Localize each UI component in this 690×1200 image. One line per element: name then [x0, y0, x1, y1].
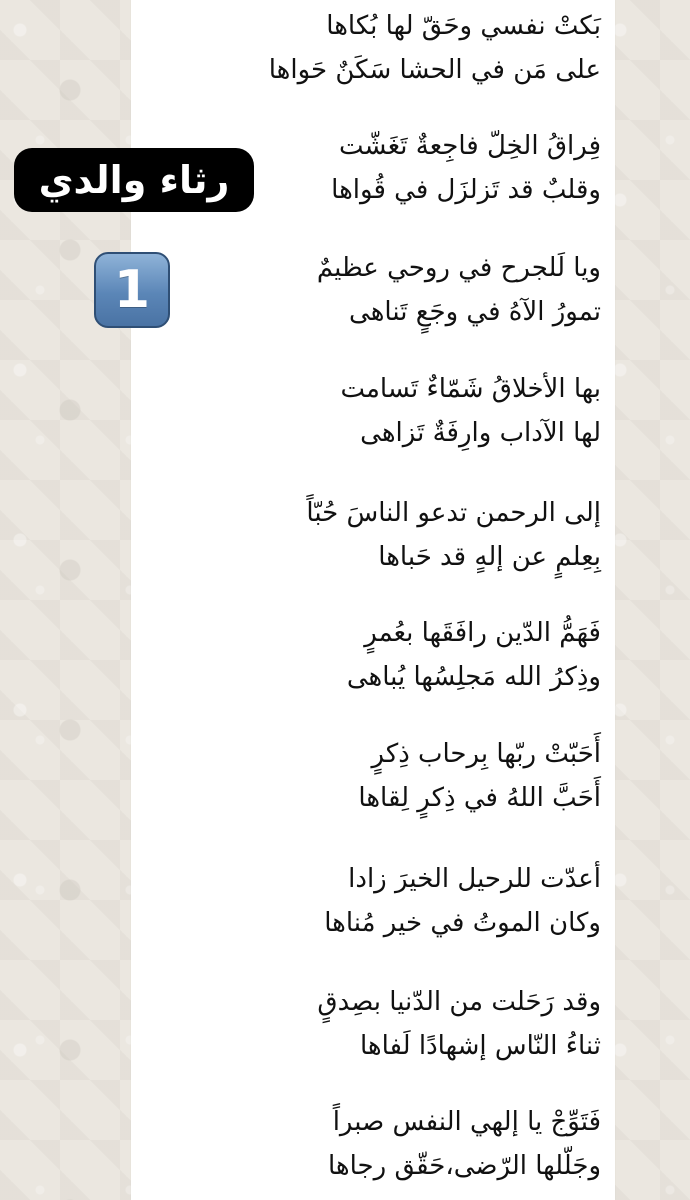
verse-line: بَكتْ نفسي وحَقّ لها بُكاها: [326, 11, 601, 41]
verse-line: بِعِلمٍ عن إلهٍ قد حَباها: [378, 542, 601, 572]
verse: [161, 611, 601, 699]
verse-line: ثناءُ النّاس إشهادًا لَفاها: [359, 1031, 601, 1061]
verse-line: بها الأخلاقُ شَمّاءٌ تَسامت: [340, 374, 601, 404]
verse-line: فَهَمُّ الدّين رافَقَها بعُمرٍ: [364, 618, 601, 648]
verse-line: أَحَبّتْ ربّها بِرحاب ذِكرٍ: [371, 739, 601, 769]
verse: [161, 246, 601, 334]
verse-line: وكان الموتُ في خير مُناها: [324, 908, 601, 938]
verse-line: أَحَبَّ اللهُ في ذِكرٍ لِقاها: [358, 783, 601, 813]
verse-line: وجَلّلها الرّضى،حَقّق رجاها: [328, 1151, 601, 1181]
number-one-icon: 1: [94, 252, 170, 328]
verse: [161, 980, 601, 1068]
verse-line: إلى الرحمن تدعو الناسَ حُبّاً: [306, 498, 601, 528]
verse-line: فَتَوِّجْ يا إلهي النفس صبراً: [332, 1107, 601, 1137]
verse: [161, 732, 601, 820]
title-label: رثاء والدي: [14, 148, 254, 212]
verse: [161, 1100, 601, 1188]
verse-line: لها الآداب وارِفَةٌ تَزاهى: [360, 418, 601, 448]
verse: [161, 4, 601, 92]
verse-line: على مَن في الحشا سَكَنٌ حَواها: [268, 55, 601, 85]
verse-line: أعدّت للرحيل الخيرَ زادا: [348, 864, 601, 894]
verse-line: ويا لَلجرح في روحي عظيمٌ: [316, 253, 601, 283]
verse: [161, 491, 601, 579]
verse-line: وذِكرُ الله مَجلِسُها يُباهى: [346, 662, 601, 692]
verse-line: تمورُ الآهُ في وجَعٍ تَناهى: [349, 297, 601, 327]
verse: [161, 857, 601, 945]
verse-line: فِراقُ الخِلّ فاجِعةٌ تَغَشّت: [339, 131, 601, 161]
verse: [161, 367, 601, 455]
verse-line: وقلبٌ قد تَزلزَل في قُواها: [331, 175, 601, 205]
verse-line: وقد رَحَلت من الدّنيا بصِدقٍ: [317, 987, 601, 1017]
